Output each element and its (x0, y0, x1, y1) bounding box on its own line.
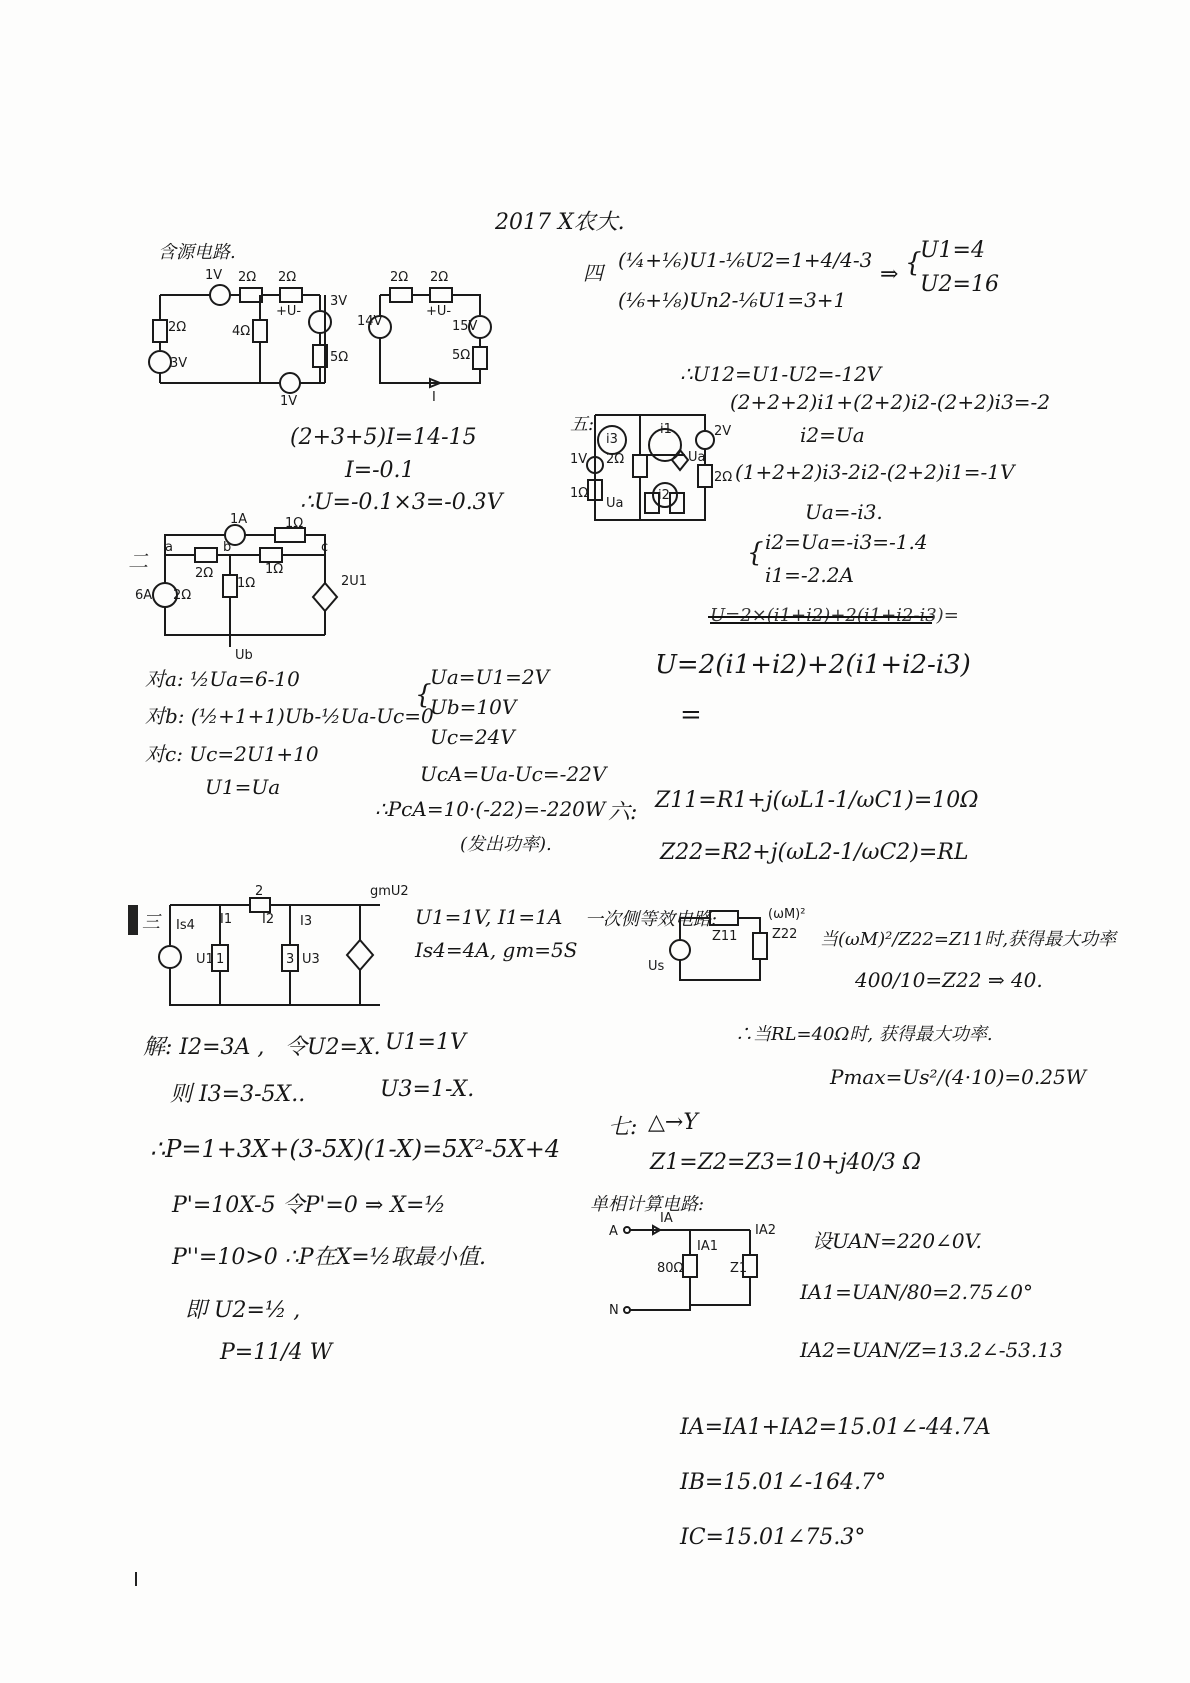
svg-text:1V: 1V (280, 394, 298, 409)
svg-text:3: 3 (286, 952, 295, 967)
brace-icon: { (905, 248, 922, 278)
p3-line-2b: U3=1-X. (380, 1077, 475, 1102)
p3-line-1b: 令U2=X. (285, 1035, 381, 1060)
svg-text:2Ω: 2Ω (430, 270, 449, 285)
problem-number-5: 五: (570, 414, 595, 435)
svg-text:I3: I3 (300, 914, 313, 929)
problem-number-4: 四 (583, 261, 603, 285)
svg-text:1Ω: 1Ω (237, 576, 256, 591)
svg-text:1A: 1A (230, 512, 248, 527)
brace-icon: { (415, 680, 432, 710)
p5-equals: = (680, 700, 702, 730)
p2-result-uc: Uc=24V (430, 725, 515, 749)
p5-eq-ua: Ua=-i3. (805, 500, 883, 524)
svg-text:1: 1 (216, 952, 225, 967)
p5-mesh-eq-1: (2+2+2)i1+(2+2)i2-(2+2)i3=-2 (730, 390, 1051, 414)
p3-line-7: P=11/4 W (220, 1340, 333, 1365)
p5-result-i2: i2=Ua=-i3=-1.4 (765, 530, 928, 554)
p1-equation-1: (2+3+5)I=14-15 (290, 425, 477, 450)
p3-line-2a: 则 I3=3-5X.. (170, 1082, 306, 1107)
svg-text:80Ω: 80Ω (657, 1261, 684, 1276)
p6-condition: 当(ωM)²/Z22=Z11时,获得最大功率 (820, 929, 1117, 950)
svg-text:IA: IA (660, 1211, 673, 1226)
svg-text:i1: i1 (660, 422, 672, 437)
p6-z22: Z22=R2+j(ωL2-1/ωC2)=RL (660, 840, 969, 865)
strikethrough (708, 616, 933, 618)
svg-text:Ua: Ua (606, 496, 624, 511)
svg-text:IA2: IA2 (755, 1223, 776, 1238)
p4-equation-2: (⅙+⅛)Un2-⅙U1=3+1 (618, 288, 847, 312)
p5-eq-i2: i2=Ua (800, 423, 865, 447)
svg-text:c: c (321, 540, 329, 555)
p7-ic: IC=15.01∠75.3° (680, 1525, 866, 1550)
svg-text:(ωM)²: (ωM)² (768, 907, 806, 922)
p5-struck-line: U=2×(i1+i2)+2(i1+i2-i3)= (710, 605, 959, 626)
p6-conclusion: ∴当RL=40Ω时, 获得最大功率. (735, 1024, 993, 1045)
svg-text:2Ω: 2Ω (606, 452, 625, 467)
p3-given-2: Is4=4A, gm=5S (415, 938, 578, 962)
svg-text:2Ω: 2Ω (390, 270, 409, 285)
circuit-diagram-5 (570, 405, 733, 535)
p2-node-eq-c: 对c: Uc=2U1+10 (145, 742, 319, 766)
svg-text:3V: 3V (330, 294, 348, 309)
svg-text:1V: 1V (205, 268, 223, 283)
svg-text:1Ω: 1Ω (570, 486, 589, 501)
p5-mesh-eq-3: (1+2+2)i3-2i2-(2+2)i1=-1V (735, 460, 1015, 484)
circuit-diagram-1 (150, 265, 530, 425)
problem-number-3: 三 (142, 912, 160, 933)
p1-equation-3: ∴U=-0.1×3=-0.3V (300, 490, 503, 515)
svg-text:I2: I2 (262, 912, 275, 927)
svg-text:2V: 2V (714, 424, 732, 439)
p2-eq-u1: U1=Ua (205, 775, 281, 799)
svg-text:2Ω: 2Ω (714, 470, 733, 485)
svg-text:Z1: Z1 (730, 1261, 748, 1276)
svg-text:2Ω: 2Ω (173, 588, 192, 603)
svg-text:2: 2 (255, 884, 264, 899)
svg-text:i3: i3 (606, 432, 618, 447)
svg-text:14V: 14V (357, 314, 383, 329)
p2-result-ub: Ub=10V (430, 695, 517, 719)
p2-note: (发出功率). (460, 834, 552, 855)
svg-text:2U1: 2U1 (341, 574, 368, 589)
svg-text:4Ω: 4Ω (232, 324, 251, 339)
svg-text:IA1: IA1 (697, 1239, 718, 1254)
strikethrough (710, 622, 932, 624)
svg-text:N: N (609, 1303, 619, 1318)
svg-text:2Ω: 2Ω (195, 566, 214, 581)
p2-node-eq-a: 对a: ½Ua=6-10 (145, 667, 300, 691)
problem-number-2: 二 (128, 549, 148, 573)
svg-text:Z11: Z11 (712, 929, 738, 944)
p3-line-4: P'=10X-5 令P'=0 ⇒ X=½ (172, 1193, 446, 1218)
p3-line-5: P''=10>0 ∴P在X=½取最小值. (172, 1245, 486, 1270)
implies-icon: ⇒ (880, 262, 899, 287)
p3-line-1a: 解: I2=3A , (143, 1035, 265, 1060)
voltage-source-1v-icon (210, 285, 230, 305)
circuit-diagram-7 (609, 1210, 785, 1330)
svg-text:I: I (432, 390, 436, 405)
p1-equation-2: I=-0.1 (345, 458, 415, 483)
svg-text:15V: 15V (452, 319, 478, 334)
svg-text:Ub: Ub (235, 648, 253, 663)
svg-text:Ua: Ua (688, 450, 706, 465)
svg-text:6A: 6A (135, 588, 153, 603)
p4-result-u2: U2=16 (920, 272, 999, 297)
svg-text:2Ω: 2Ω (238, 270, 257, 285)
section-heading: 含源电路. (158, 242, 236, 263)
circuit-diagram-3 (160, 884, 409, 1015)
p7-set-uan: 设UAN=220∠0V. (812, 1229, 982, 1253)
svg-text:i2: i2 (658, 488, 670, 503)
p7-conversion: △→Y (648, 1110, 698, 1135)
svg-text:Z22: Z22 (772, 927, 798, 942)
p3-line-3: ∴P=1+3X+(3-5X)(1-X)=5X²-5X+4 (150, 1135, 561, 1163)
p2-node-eq-b: 对b: (½+1+1)Ub-½Ua-Uc=0 (145, 704, 434, 728)
p7-ia2: IA2=UAN/Z=13.2∠-53.13 (800, 1338, 1063, 1362)
p3-given-1: U1=1V, I1=1A (415, 905, 563, 929)
p7-impedance: Z1=Z2=Z3=10+j40/3 Ω (650, 1150, 922, 1175)
problem-number-6: 六: (608, 800, 638, 825)
p7-ia: IA=IA1+IA2=15.01∠-44.7A (680, 1415, 991, 1440)
svg-text:U1: U1 (196, 952, 214, 967)
brace-icon: { (747, 538, 764, 568)
svg-text:3V: 3V (170, 356, 188, 371)
p6-z11: Z11=R1+j(ωL1-1/ωC1)=10Ω (655, 788, 979, 813)
p2-result-ua: Ua=U1=2V (430, 665, 550, 689)
problem-number-7: 七: (608, 1115, 638, 1140)
p5-result-i1: i1=-2.2A (765, 563, 854, 587)
p7-ib: IB=15.01∠-164.7° (680, 1470, 887, 1495)
svg-text:A: A (609, 1224, 618, 1239)
svg-text:1V: 1V (570, 452, 588, 467)
p4-u12: ∴U12=U1-U2=-12V (680, 362, 882, 386)
svg-text:a: a (165, 540, 173, 555)
p5-u-expression: U=2(i1+i2)+2(i1+i2-i3) (655, 650, 971, 680)
scan-mark (135, 1572, 137, 1586)
p6-calc: 400/10=Z22 ⇒ 40. (855, 968, 1043, 992)
svg-text:+U-: +U- (426, 304, 452, 319)
p6-pmax: Pmax=Us²/(4·10)=0.25W (830, 1065, 1087, 1089)
p4-equation-1: (¼+⅙)U1-⅙U2=1+4/4-3 (618, 248, 873, 272)
p3-line-1c: U1=1V (385, 1030, 466, 1055)
p3-line-6: 即 U2=½ , (185, 1298, 301, 1323)
page-title: 2017 X农大. (495, 210, 625, 235)
svg-text:5Ω: 5Ω (452, 348, 471, 363)
p2-pca: ∴PcA=10·(-22)=-220W (375, 797, 606, 821)
svg-text:+U-: +U- (276, 304, 302, 319)
svg-text:1Ω: 1Ω (265, 562, 284, 577)
svg-text:5Ω: 5Ω (330, 350, 349, 365)
svg-text:b: b (223, 540, 232, 555)
p7-ia1: IA1=UAN/80=2.75∠0° (800, 1280, 1033, 1304)
svg-text:1Ω: 1Ω (285, 516, 304, 531)
svg-text:Is4: Is4 (176, 918, 195, 933)
scan-mark (128, 905, 138, 935)
p2-uca: UcA=Ua-Uc=-22V (420, 762, 607, 786)
svg-text:gmU2: gmU2 (370, 884, 409, 899)
circuit-diagram-2 (135, 512, 395, 665)
p7-single-phase-title: 单相计算电路: (590, 1194, 705, 1215)
p6-circuit-title: 一次侧等效电路: (585, 909, 718, 930)
svg-text:2Ω: 2Ω (278, 270, 297, 285)
svg-text:2Ω: 2Ω (168, 320, 187, 335)
p4-result-u1: U1=4 (920, 238, 985, 263)
svg-text:Us: Us (648, 959, 665, 974)
svg-text:U3: U3 (302, 952, 320, 967)
svg-text:I1: I1 (220, 912, 233, 927)
